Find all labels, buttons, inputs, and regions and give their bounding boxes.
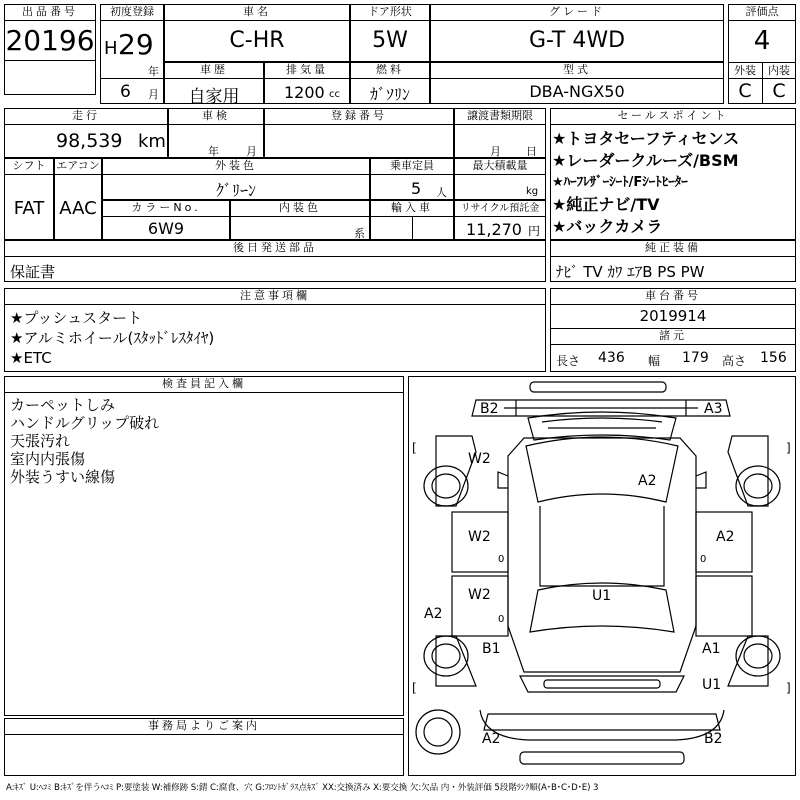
capacity-unit: 人: [436, 186, 447, 199]
legend-footer: A:ｷｽﾞ U:ﾍｺﾐ B:ｷｽﾞを伴うﾍｺﾐ P:要塗装 W:補修跡 S:錆 C:腐食、穴 G:ﾌﾛﾝﾄｶﾞﾗｽ点ｷｽﾞ XX:交換済み X:要交換 欠:欠品 内・外装評価 5段階ﾗﾝｸ順(A･B･C･D･E) 3: [6, 783, 599, 793]
grade-label: グレード: [549, 5, 605, 18]
width-label: 幅: [648, 354, 661, 368]
front-bumper-outline: [530, 382, 666, 392]
mileage-unit: km: [138, 131, 166, 152]
damage-mark: W2: [468, 451, 491, 467]
diagram-bracket: ]: [786, 441, 791, 455]
exterior-grade: C: [738, 80, 752, 102]
chassis-number: 2019914: [639, 307, 707, 325]
damage-mark: B2: [480, 401, 499, 417]
sales-points-label: セールスポイント: [617, 109, 729, 122]
car-name: C-HR: [229, 28, 285, 53]
max-load-label: 最大積載量: [472, 159, 528, 172]
damage-mark: B1: [482, 641, 501, 657]
mileage-label: 走行: [72, 109, 100, 122]
left-rear-fender: [436, 636, 476, 686]
aircon-label: エアコン: [56, 159, 100, 172]
rear-bumper-outline: [520, 752, 684, 764]
recycle-label: リサイクル預託金: [460, 203, 540, 214]
right-rear-door: [696, 576, 752, 636]
registration-year: 29: [118, 28, 154, 61]
spare-wheel: [416, 710, 460, 754]
transfer-deadline-label: 譲渡書類期限: [467, 109, 533, 122]
inspection-label: 車検: [202, 109, 230, 122]
car-diagram: [408, 376, 796, 776]
notes-list: [10, 308, 214, 368]
inspector-item: 外装うすい線傷: [10, 468, 116, 486]
diagram-bracket: [: [412, 681, 417, 695]
damage-mark: U1: [592, 588, 612, 604]
displacement: 1200: [284, 83, 325, 102]
aircon: AAC: [59, 198, 97, 219]
right-front-fender: [728, 436, 768, 506]
height-label: 高さ: [722, 354, 747, 368]
month-unit: 月: [148, 88, 159, 101]
era: H: [104, 38, 118, 59]
sales-point-item: ★レーダークルーズ/BSM: [552, 151, 739, 170]
inspector-item: 室内内張傷: [10, 450, 86, 468]
damage-mark: B2: [704, 731, 723, 747]
note-item: ★プッシュスタート: [10, 309, 143, 327]
spec-label: 諸元: [659, 329, 687, 342]
grade: G-T 4WD: [528, 28, 626, 53]
door-label: ドア形状: [368, 5, 412, 18]
shift-label: シフト: [12, 159, 46, 172]
max-load-unit: kg: [526, 186, 539, 197]
inspector-notes: [10, 396, 159, 486]
office-label: 事務局よりご案内: [148, 719, 260, 732]
year-unit: 年: [148, 65, 159, 78]
note-item: ★ETC: [10, 349, 52, 367]
sales-points-list: [552, 128, 739, 238]
sales-point-item: ★トヨタセーフティセンス: [552, 129, 740, 148]
damage-mark: U1: [702, 677, 722, 693]
note-item: ★アルミホイール(ｽﾀｯﾄﾞﾚｽﾀｲﾔ): [10, 329, 215, 347]
displacement-label: 排気量: [286, 63, 328, 76]
damage-mark: A1: [702, 641, 721, 657]
body-outline: [508, 438, 696, 672]
interior-color-unit: 系: [354, 227, 365, 240]
exterior-color-label: 外装色: [215, 159, 257, 172]
inspection-year-unit: 年: [208, 145, 219, 158]
inspector-item: 天張汚れ: [10, 432, 71, 450]
left-front-wheel: [424, 466, 468, 506]
color-number-label: カラーNo.: [131, 201, 201, 214]
sales-point-item: ★ﾊｰﾌﾚｻﾞｰｼｰﾄ/Fｼｰﾄﾋｰﾀｰ: [552, 175, 688, 190]
damage-mark: A2: [424, 606, 443, 622]
history: 自家用: [188, 87, 240, 107]
sales-point-item: ★バックカメラ: [552, 217, 663, 236]
diagram-zero: 0: [700, 554, 707, 565]
interior-color-label: 内装色: [279, 201, 321, 214]
displacement-unit: cc: [329, 89, 340, 100]
capacity: 5: [411, 179, 422, 198]
diagram-bracket: [: [412, 441, 417, 455]
height: 156: [760, 350, 787, 366]
right-front-wheel: [736, 466, 780, 506]
fuel-label: 燃料: [376, 63, 404, 76]
left-rear-wheel: [424, 636, 468, 676]
equipment-label: 純正装備: [645, 241, 701, 254]
inspector-label: 検査員記入欄: [162, 377, 246, 390]
recycle-unit: 円: [528, 224, 541, 238]
left-rear-door: [452, 576, 508, 636]
right-rear-wheel: [736, 636, 780, 676]
model-code: DBA-NGX50: [529, 82, 625, 101]
interior-label: 内装: [768, 64, 790, 77]
rear-outline: [484, 714, 720, 730]
registration-month: 6: [120, 82, 131, 102]
windshield-outline: [526, 437, 678, 502]
model-label: 型式: [563, 63, 591, 76]
damage-mark: A2: [482, 731, 501, 747]
shift: FAT: [13, 198, 45, 219]
capacity-label: 乗車定員: [390, 159, 434, 172]
exterior-color: ｸﾞﾘｰﾝ: [215, 181, 256, 200]
length-label: 長さ: [556, 354, 581, 368]
later-parts: 保証書: [10, 263, 56, 281]
car-name-label: 車名: [243, 5, 271, 18]
equipment: ﾅﾋﾞ TV ｶﾜ ｴｱB PS PW: [556, 263, 705, 281]
damage-mark: A2: [638, 473, 657, 489]
lot-number-label: 出品番号: [22, 5, 78, 18]
width: 179: [682, 350, 709, 366]
sales-point-item: ★純正ナビ/TV: [552, 195, 660, 214]
diagram-zero: 0: [498, 554, 505, 565]
score-label: 評価点: [745, 5, 779, 18]
fuel: ｶﾞｿﾘﾝ: [369, 85, 410, 104]
door-type: 5W: [372, 28, 408, 53]
damage-mark: W2: [468, 587, 491, 603]
damage-mark: A3: [704, 401, 723, 417]
history-label: 車歴: [200, 63, 228, 76]
damage-mark: W2: [468, 529, 491, 545]
color-number: 6W9: [147, 219, 185, 238]
chassis-label: 車台番号: [645, 289, 701, 302]
registration-number-label: 登録番号: [331, 109, 387, 122]
first-registration-label: 初度登録: [110, 5, 154, 18]
inspection-month-unit: 月: [246, 145, 257, 158]
exterior-label: 外装: [734, 64, 756, 77]
mileage: 98,539: [56, 130, 123, 152]
diagram-zero: 0: [498, 614, 505, 625]
score: 4: [753, 26, 771, 56]
recycle-amount: 11,270: [466, 220, 522, 239]
import-label: 輸入車: [391, 201, 433, 214]
inspector-item: カーペットしみ: [10, 396, 116, 414]
roof-outline: [540, 506, 664, 586]
lot-number: 20196: [5, 24, 95, 57]
inspector-item: ハンドルグリップ破れ: [10, 414, 160, 432]
interior-grade: C: [772, 80, 786, 102]
length: 436: [598, 350, 625, 366]
damage-mark: A2: [716, 529, 735, 545]
diagram-bracket: ]: [786, 681, 791, 695]
right-rear-fender: [728, 636, 768, 686]
notes-label: 注意事項欄: [240, 289, 310, 302]
transfer-month-unit: 月: [490, 145, 501, 158]
transfer-day-unit: 日: [526, 145, 537, 158]
later-parts-label: 後日発送部品: [233, 241, 317, 254]
left-front-fender: [436, 436, 476, 506]
